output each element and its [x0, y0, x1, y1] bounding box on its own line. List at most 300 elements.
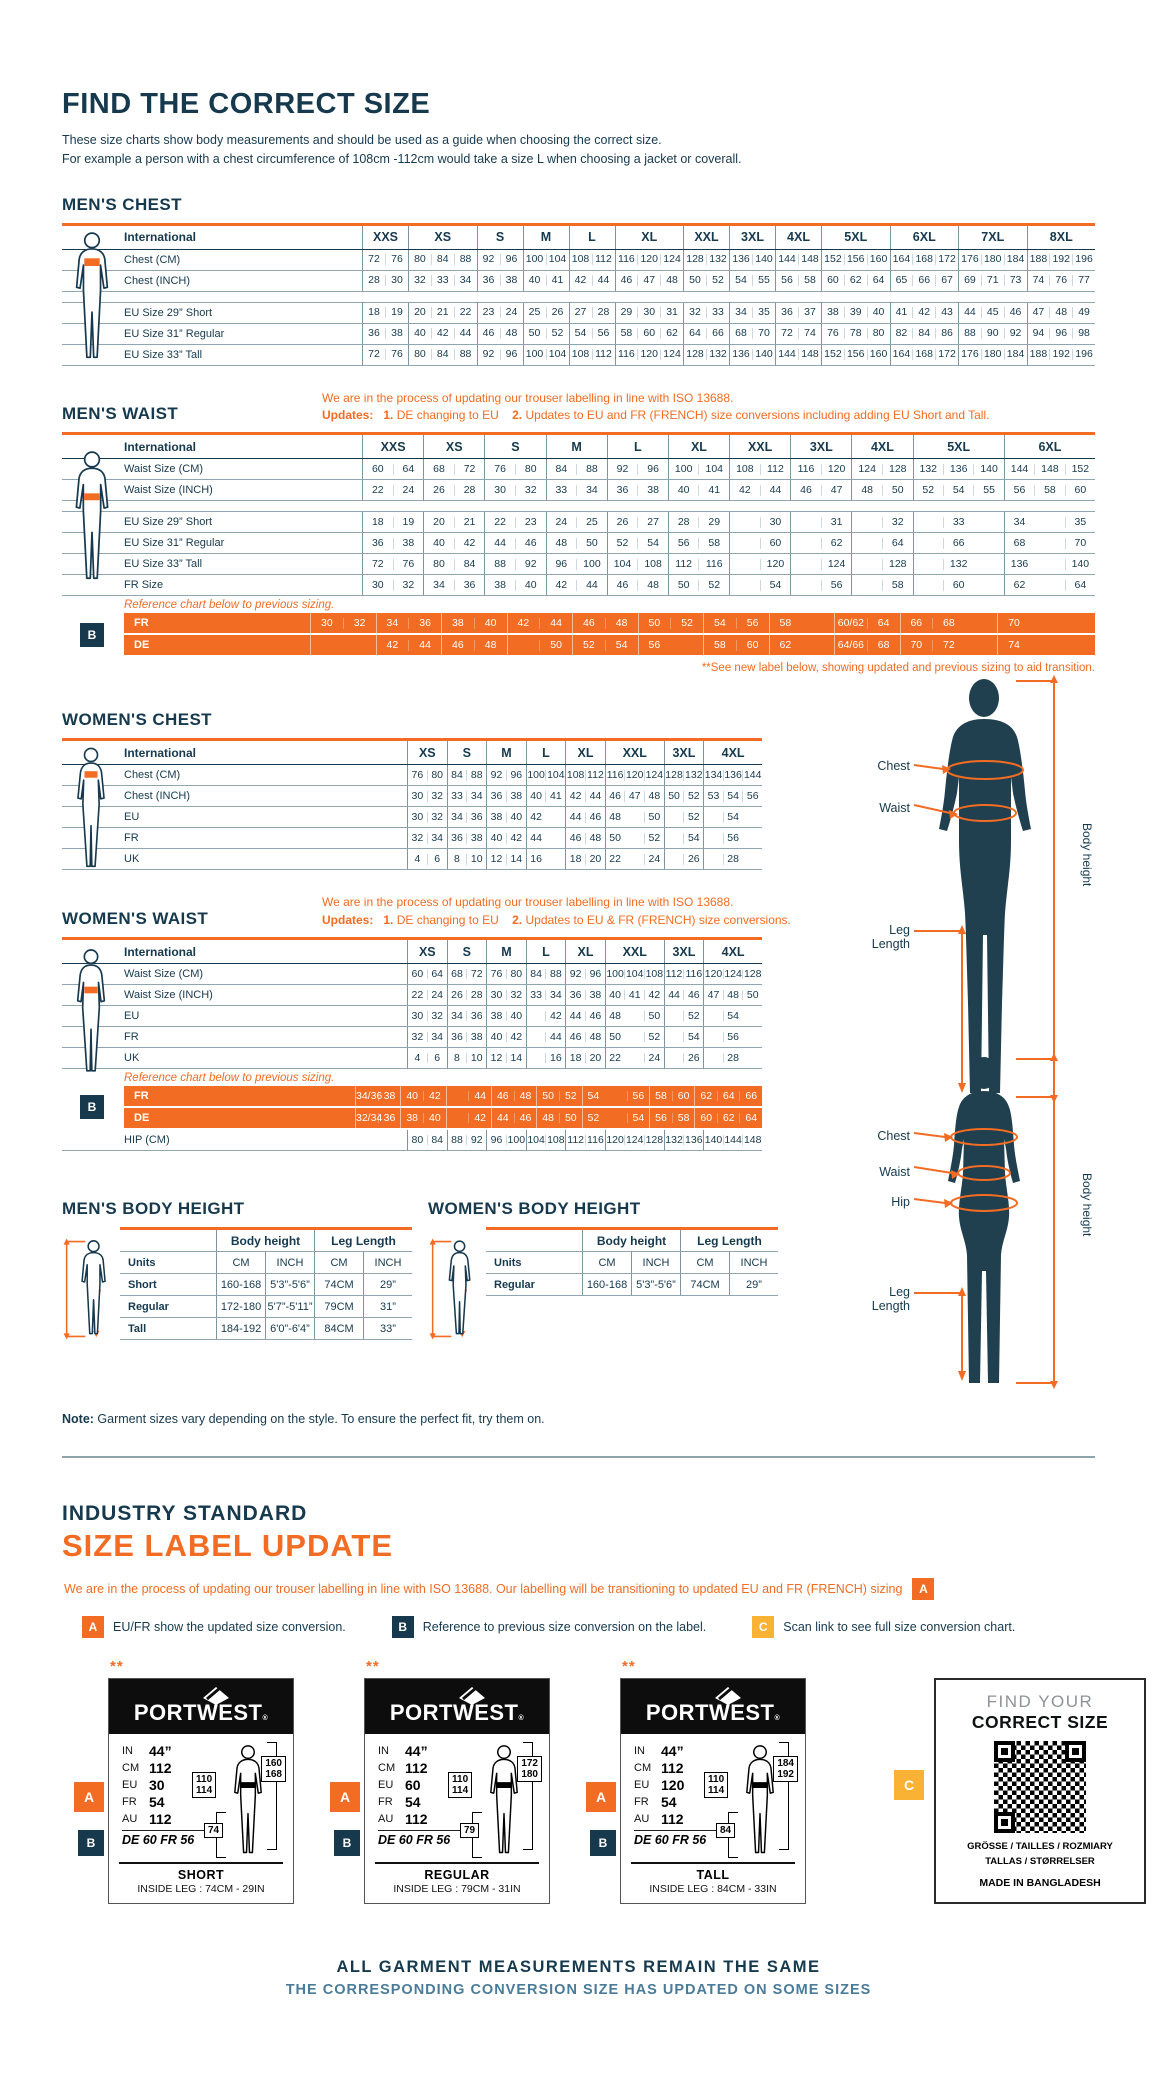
- size-cell: 66 68: [900, 613, 998, 633]
- a-badge: A: [82, 1616, 104, 1638]
- size-cell: 42 44: [569, 271, 615, 291]
- bh-units-row: [486, 1252, 778, 1274]
- value-cell: 184-192: [216, 1318, 265, 1339]
- size-cell: 30 32: [407, 807, 447, 827]
- size-column-header: 6XL: [890, 226, 959, 249]
- size-cell: 68 72: [423, 459, 484, 479]
- female-silhouette-figure: [912, 1053, 1062, 1389]
- row-label: International: [124, 944, 197, 959]
- size-cell: 36 38: [362, 324, 408, 344]
- size-cell: 30 32: [362, 575, 423, 595]
- bh-data-row: [120, 1318, 412, 1340]
- qr-finder-icon: [994, 1741, 1015, 1762]
- womens-body-height-table: [486, 1227, 778, 1296]
- legend-item-a: [82, 1616, 346, 1638]
- size-column-header: XXL: [683, 226, 729, 249]
- size-cell: 152 156 160: [821, 250, 890, 270]
- size-cell: 136 140: [1004, 554, 1095, 574]
- size-column-header: 4XL: [851, 435, 912, 458]
- size-cell: 140 144 148: [703, 1130, 762, 1150]
- portwest-logo: [621, 1679, 805, 1734]
- size-cell: 47 48 50: [703, 985, 762, 1005]
- size-cell: 58: [851, 575, 912, 595]
- size-cell: 94 96 98: [1027, 324, 1096, 344]
- row-label: Waist Size (CM): [124, 463, 204, 476]
- table-row: [62, 512, 1095, 533]
- height-range-box: 184 192: [773, 1756, 798, 1782]
- size-cell: 60: [729, 533, 790, 553]
- size-cell: 33 34: [546, 480, 607, 500]
- legend-text: Reference to previous size conversion on the label.: [422, 1620, 707, 1635]
- size-cell: 58: [769, 613, 835, 633]
- size-cell: 46 48: [607, 575, 668, 595]
- intro-line-1: These size charts show body measurements and should be used as a guide when choosing the correct size.: [62, 133, 662, 147]
- size-cell: 18 19: [362, 303, 408, 323]
- size-cell: 48 50: [605, 807, 664, 827]
- size-column-header: XXS: [362, 435, 423, 458]
- previous-sizing: DE 60 FR 56: [378, 1830, 466, 1847]
- size-column-header: XXL: [605, 741, 664, 764]
- units-label: Units: [128, 1256, 156, 1269]
- size-cell: 112 116: [565, 1130, 605, 1150]
- size-cell: 46 47 48: [605, 786, 664, 806]
- updates-label: Updates:: [322, 407, 374, 422]
- c-badge: C: [752, 1616, 774, 1638]
- size-cell: 40 42: [486, 1027, 526, 1047]
- size-cell: 26 28: [423, 480, 484, 500]
- size-cell: 136 140: [729, 345, 775, 365]
- size-column-header: XS: [407, 741, 447, 764]
- size-cell: 60 64: [362, 459, 423, 479]
- size-column-header: XS: [408, 226, 477, 249]
- table-row: [62, 303, 1095, 324]
- size-column-header: 3XL: [729, 226, 775, 249]
- size-cell: 20 21 22: [408, 303, 477, 323]
- size-cell: 136 140: [729, 250, 775, 270]
- size-cell: 84 88: [546, 459, 607, 479]
- size-cell: 22 24: [362, 480, 423, 500]
- size-cell: 41 42 43: [890, 303, 959, 323]
- reference-note: Reference chart below to previous sizing.: [124, 1072, 335, 1085]
- mens-waist-footnote: **See new label below, showing updated and previous sizing to aid transition.: [701, 662, 1095, 675]
- size-cell: 72 76: [362, 250, 408, 270]
- womens-chest-heading: WOMEN'S CHEST: [62, 710, 212, 730]
- table-row: [62, 480, 1095, 501]
- size-cell: 58 60: [649, 1086, 694, 1106]
- male-silhouette-figure: [912, 673, 1062, 1105]
- size-cell: 40 41: [523, 271, 569, 291]
- size-column-header: 6XL: [1004, 435, 1095, 458]
- row-label: FR: [134, 1090, 149, 1103]
- size-cell: 4 6: [407, 1048, 447, 1068]
- mens-body-height-wrap: [62, 1227, 412, 1340]
- portwest-logo: [109, 1679, 293, 1734]
- size-cell: 38 40: [484, 575, 545, 595]
- mens-waist-heading: MEN'S WAIST: [62, 404, 179, 424]
- size-cell: 29 30 31: [615, 303, 684, 323]
- previous-sizing: DE 60 FR 56: [634, 1830, 722, 1847]
- garment-note: [62, 1412, 1095, 1426]
- table-row: [62, 985, 762, 1006]
- size-column-header: 8XL: [1027, 226, 1096, 249]
- size-cell: 72 74: [775, 324, 821, 344]
- row-label: Waist Size (INCH): [124, 484, 213, 497]
- unit-cell: INCH: [631, 1252, 680, 1273]
- size-cell: 42: [526, 807, 566, 827]
- value-cell: 33”: [363, 1318, 412, 1339]
- size-cell: 40 42: [400, 1086, 445, 1106]
- legend-item-c: [752, 1616, 1015, 1638]
- size-cell: 32 34: [407, 1027, 447, 1047]
- size-cell: 92 96: [607, 459, 668, 479]
- size-cell: 54 56: [569, 324, 615, 344]
- bh-data-row: [486, 1274, 778, 1296]
- size-cell: 128 132: [683, 345, 729, 365]
- row-label: Short: [128, 1278, 157, 1291]
- height-range-box: 160 168: [261, 1756, 286, 1782]
- size-cell: 46 47 48: [615, 271, 684, 291]
- size-cell: 84 88: [447, 765, 487, 785]
- body-height-group-label: Body height: [582, 1230, 680, 1251]
- row-label: FR Size: [124, 579, 164, 592]
- size-cell: 120 124 128: [703, 964, 762, 984]
- value-cell: 29”: [729, 1274, 778, 1295]
- table-section-gap: [62, 501, 1095, 512]
- brand-name: PORTWEST®: [389, 1699, 525, 1725]
- womens-body-height-wrap: [428, 1227, 778, 1296]
- size-cell: 92 96: [565, 964, 605, 984]
- size-cell: 80 84: [423, 554, 484, 574]
- womens-body-height-block: [428, 1199, 778, 1340]
- size-cell: 120: [729, 554, 790, 574]
- size-cell: 124 128: [851, 459, 912, 479]
- table-row: [62, 765, 762, 786]
- size-cell: 128 132: [683, 250, 729, 270]
- qr-find-your: FIND YOUR: [986, 1692, 1094, 1712]
- size-column-header: M: [486, 741, 526, 764]
- update-2-text: Updates to EU and FR (FRENCH) size conversions including adding EU Short and Tall.: [522, 407, 990, 422]
- size-cell: 64: [851, 533, 912, 553]
- size-column-header: XXS: [362, 226, 408, 249]
- size-cell: 22 24: [605, 849, 664, 869]
- table-row: [62, 1027, 762, 1048]
- table-row: [62, 554, 1095, 575]
- size-column-header: XXL: [605, 940, 664, 963]
- male-height-figure-icon: [62, 1229, 118, 1349]
- size-cell: 188 192 196: [1027, 345, 1096, 365]
- size-cell: 44: [526, 1027, 566, 1047]
- size-cell: 62: [790, 533, 851, 553]
- row-label: International: [124, 230, 197, 244]
- size-cell: 46 48: [491, 1086, 536, 1106]
- size-cell: 144 148 152: [1004, 459, 1095, 479]
- size-cell: 54: [703, 807, 762, 827]
- size-cell: 36 38: [486, 786, 526, 806]
- row-label: DE: [134, 1112, 150, 1125]
- size-cell: 54: [664, 828, 704, 848]
- size-cell: 27 28: [569, 303, 615, 323]
- size-cell: 18 20: [565, 849, 605, 869]
- value-cell: 5'3”-5'6”: [265, 1274, 314, 1295]
- size-cell: 42 44: [565, 786, 605, 806]
- size-cell: 28: [703, 1048, 762, 1068]
- mens-waist-table-wrap: [62, 432, 1095, 657]
- row-label: FR: [124, 832, 139, 845]
- unit-cell: INCH: [363, 1252, 412, 1273]
- size-cell: 56: [703, 1027, 762, 1047]
- size-cell: 50 52: [523, 324, 569, 344]
- legend-text: Scan link to see full size conversion chart.: [783, 1620, 1016, 1635]
- size-cell: 100 104: [523, 345, 569, 365]
- update-1-text: DE changing to EU: [393, 407, 499, 422]
- size-column-header: L: [526, 741, 566, 764]
- size-cell: 54: [664, 1027, 704, 1047]
- size-cell: 76 80: [486, 964, 526, 984]
- size-cell: 38 39 40: [821, 303, 890, 323]
- table-row: [124, 613, 1095, 635]
- update-note-line1: We are in the process of updating our trouser labelling in line with ISO 13688.: [322, 895, 734, 910]
- size-cell: 108 112: [569, 345, 615, 365]
- update-1-text: DE changing to EU: [393, 912, 499, 927]
- size-column-header: XL: [565, 940, 605, 963]
- size-cell: 69 71 73: [958, 271, 1027, 291]
- size-cell: 48 50: [546, 533, 607, 553]
- brand-name: PORTWEST®: [133, 1699, 269, 1725]
- size-cell: 36 38: [607, 480, 668, 500]
- size-label-update-heading: SIZE LABEL UPDATE: [62, 1528, 394, 1564]
- fit-name: REGULAR: [424, 1868, 490, 1883]
- update-1-number: 1.: [383, 407, 394, 422]
- table-row: [62, 849, 762, 870]
- table-header-row: [62, 940, 762, 964]
- size-cell: 38 40: [486, 1006, 526, 1026]
- size-cell: 44 46: [664, 985, 704, 1005]
- size-cell: 32/34 36: [355, 1108, 400, 1128]
- table-section-gap: [62, 292, 1095, 303]
- row-label: EU Size 31” Regular: [124, 537, 225, 550]
- size-cell: 62 64: [1004, 575, 1095, 595]
- size-cell: 32 34: [407, 828, 447, 848]
- row-label: EU Size 33” Tall: [124, 558, 203, 571]
- size-cell: 30 32: [484, 480, 545, 500]
- female-body-height-label: Body height: [1080, 1173, 1094, 1237]
- size-cell: 60 64: [407, 964, 447, 984]
- size-cell: 74 76 77: [1027, 271, 1096, 291]
- womens-waist-heading: WOMEN'S WAIST: [62, 909, 209, 929]
- size-cell: 54: [703, 1006, 762, 1026]
- size-cell: 100 104: [523, 250, 569, 270]
- table-row: [62, 250, 1095, 271]
- womens-waist-table-wrap: [62, 937, 762, 1151]
- size-cell: 52 54: [582, 1108, 650, 1128]
- size-cell: 152 156 160: [821, 345, 890, 365]
- size-cell: 48 50: [605, 1006, 664, 1026]
- size-cell: 23 24: [477, 303, 523, 323]
- size-cell: 34/36 38: [355, 1086, 400, 1106]
- size-column-header: 3XL: [664, 741, 704, 764]
- size-cell: 82 84 86: [890, 324, 959, 344]
- b-badge: B: [78, 1830, 104, 1856]
- footer-line1: ALL GARMENT MEASUREMENTS REMAIN THE SAME: [336, 1958, 821, 1977]
- inside-leg-text: INSIDE LEG : 74CM - 29IN: [137, 1883, 265, 1896]
- size-cell: 44: [446, 1086, 491, 1106]
- leg-length-group-label: Leg Length: [680, 1230, 778, 1251]
- size-cell: 44 45 46: [958, 303, 1027, 323]
- updates-label: Updates:: [322, 912, 374, 927]
- note-label: Note:: [62, 1412, 94, 1427]
- size-cell: 66: [913, 533, 1004, 553]
- table-row: [62, 533, 1095, 554]
- size-cell: 62 64 66: [694, 1086, 762, 1106]
- size-cell: 108 112: [729, 459, 790, 479]
- size-column-header: 4XL: [703, 741, 762, 764]
- size-column-header: L: [526, 940, 566, 963]
- size-cell: 56 58: [668, 533, 729, 553]
- size-cell: 54 56: [582, 1086, 650, 1106]
- size-cell: 120 124 128: [605, 1130, 664, 1150]
- size-cell: 36 38: [362, 533, 423, 553]
- size-column-header: M: [546, 435, 607, 458]
- size-cell: 18 19: [362, 512, 423, 532]
- size-column-header: S: [447, 741, 487, 764]
- size-column-header: S: [447, 940, 487, 963]
- update-note-line1: We are in the process of updating our trouser labelling in line with ISO 13688.: [322, 390, 734, 405]
- size-cell: 100 104: [668, 459, 729, 479]
- size-cell: 164 168 172: [890, 345, 959, 365]
- size-column-header: M: [486, 940, 526, 963]
- update-2-number: 2.: [512, 912, 523, 927]
- page-title: FIND THE CORRECT SIZE: [62, 88, 431, 120]
- size-cell: 44: [526, 828, 566, 848]
- value-cell: 74CM: [314, 1274, 363, 1295]
- size-column-header: 4XL: [775, 226, 821, 249]
- size-cell: 64 66: [683, 324, 729, 344]
- section-divider: [62, 1456, 1095, 1458]
- size-column-header: XL: [615, 226, 684, 249]
- mens-chest-section: [62, 195, 1095, 366]
- size-cell: 46 48: [565, 1027, 605, 1047]
- size-column-header: L: [607, 435, 668, 458]
- measurement-figures-panel: [856, 673, 1096, 1393]
- size-cell: 38 40: [441, 613, 507, 633]
- size-cell: 26 27: [607, 512, 668, 532]
- size-cell: 62: [769, 635, 835, 655]
- size-cell: 74: [997, 635, 1095, 655]
- womens-chest-table-wrap: [62, 738, 762, 870]
- size-column-header: M: [523, 226, 569, 249]
- size-cell: 40 42 44: [408, 324, 477, 344]
- row-label: EU Size 29” Short: [124, 306, 213, 319]
- size-cell: 92 96: [477, 345, 523, 365]
- size-cell: 34 35: [729, 303, 775, 323]
- size-cell: 47 48 49: [1027, 303, 1096, 323]
- value-cell: 160-168: [216, 1274, 265, 1295]
- footnote-stars: **: [110, 1658, 124, 1676]
- industry-standard-heading: INDUSTRY STANDARD: [62, 1502, 308, 1526]
- unit-cell: INCH: [265, 1252, 314, 1273]
- fit-name: SHORT: [177, 1868, 225, 1883]
- female-chest-figure-icon: [66, 746, 116, 868]
- female-height-figure-icon: [428, 1229, 484, 1349]
- size-fields: IN 44” CM 112 EU 30 FR 54 AU 112 DE 60 FR 56: [122, 1742, 200, 1860]
- size-cell: 70 72: [900, 635, 998, 655]
- mens-waist-section: [62, 390, 1095, 675]
- bh-data-row: [120, 1274, 412, 1296]
- footer: [62, 1958, 1095, 1998]
- waist-range-box: 110 114: [448, 1772, 472, 1798]
- size-cell: 22 24: [605, 1048, 664, 1068]
- size-cell: 40 41: [668, 480, 729, 500]
- size-cell: 108 112: [565, 765, 605, 785]
- womens-waist-table: [62, 937, 762, 1151]
- size-cell: 46 48: [477, 324, 523, 344]
- female-waist-figure-icon: [66, 945, 116, 1075]
- garment-label-card: [339, 1658, 550, 1904]
- size-cell: 52: [664, 807, 704, 827]
- label-figure-sketch: [452, 1742, 541, 1860]
- size-cell: 52 54: [572, 635, 638, 655]
- size-cell: 34 35: [1004, 512, 1095, 532]
- size-cell: 18 20: [565, 1048, 605, 1068]
- size-cell: 56: [638, 635, 704, 655]
- row-label: FR: [134, 617, 149, 630]
- size-cell: 32 33 34: [408, 271, 477, 291]
- table-header-row: [62, 226, 1095, 250]
- value-cell: 74CM: [680, 1274, 729, 1295]
- row-label: EU Size 31” Regular: [124, 327, 225, 340]
- size-cell: 128 132: [664, 765, 704, 785]
- size-cell: 144 148: [775, 250, 821, 270]
- size-cell: 42: [446, 1108, 491, 1128]
- legend-text: EU/FR show the updated size conversion.: [113, 1620, 346, 1635]
- size-cell: 68 72: [447, 964, 487, 984]
- size-cell: 50 52: [668, 575, 729, 595]
- size-cell: 44 46: [484, 533, 545, 553]
- size-cell: 42 44: [507, 613, 573, 633]
- size-column-header: XL: [565, 741, 605, 764]
- table-row: [62, 324, 1095, 345]
- size-cell: 22 23: [484, 512, 545, 532]
- unit-cell: CM: [314, 1252, 363, 1273]
- size-cell: 20 21: [423, 512, 484, 532]
- size-cell: 34 36: [376, 613, 442, 633]
- size-cell: 42 44: [729, 480, 790, 500]
- row-label: EU: [124, 1010, 140, 1023]
- size-column-header: 4XL: [703, 940, 762, 963]
- size-cell: 56 58: [649, 1108, 694, 1128]
- garment-label-card: [83, 1658, 294, 1904]
- table-header-row: [62, 435, 1095, 459]
- row-label: FR: [124, 1031, 139, 1044]
- size-cell: 100 104 108: [605, 964, 664, 984]
- row-label: EU: [124, 811, 140, 824]
- inseam-box: 74: [204, 1823, 223, 1838]
- size-cell: 70: [997, 613, 1095, 633]
- size-cell: 112 116: [664, 964, 704, 984]
- bh-data-row: [120, 1296, 412, 1318]
- qr-lang-line2: TALLAS / STØRRELSER: [985, 1856, 1095, 1868]
- size-column-header: 3XL: [664, 940, 704, 963]
- size-cell: 36 37: [775, 303, 821, 323]
- row-label: UK: [124, 1052, 140, 1065]
- size-cell: 40 42: [486, 828, 526, 848]
- size-cell: 40 42: [423, 533, 484, 553]
- body-height-group-label: Body height: [216, 1230, 314, 1251]
- size-cell: 26 28: [447, 985, 487, 1005]
- table-row: [62, 575, 1095, 596]
- size-cell: 50 52: [664, 786, 704, 806]
- height-range-box: 172 180: [517, 1756, 542, 1782]
